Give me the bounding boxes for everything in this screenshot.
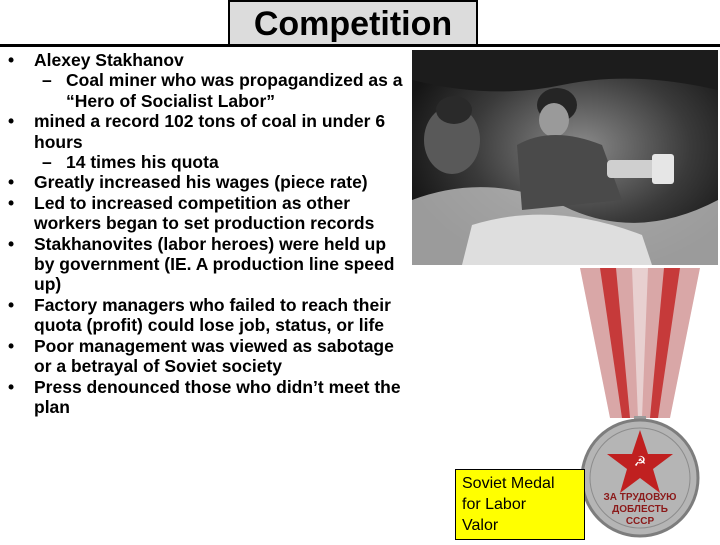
sub-bullet-dash: –: [42, 70, 52, 91]
sub-bullet-text: Coal miner who was propagandized as a “Hero of Socialist Labor”: [66, 70, 403, 111]
bullet-item: [8, 336, 403, 377]
bullet-item: [8, 295, 403, 336]
sub-bullet-text: 14 times his quota: [66, 152, 219, 173]
medal-inscription-line3: СССР: [625, 516, 655, 527]
bullet-text: Stakhanovites (labor heroes) were held up by government (IE. A production line speed up): [34, 233, 395, 295]
bullet-text: Led to increased competition as other workers began to set production records: [34, 192, 375, 234]
bullet-text: mined a record 102 tons of coal in under 6 hours: [34, 111, 386, 152]
sub-bullet-item: [8, 152, 403, 172]
bullet-dot: •: [8, 376, 15, 397]
svg-text:☭: ☭: [633, 454, 647, 470]
bullet-dot: •: [8, 172, 15, 193]
bullet-item: [8, 234, 403, 295]
miner-photo: [412, 50, 718, 265]
medal-inscription-line2: ДОБЛЕСТЬ: [612, 504, 668, 515]
bullet-item: [8, 377, 403, 418]
caption-line: Valor: [462, 517, 499, 534]
bullet-text: Greatly increased his wages (piece rate): [34, 172, 368, 193]
bullet-dot: •: [8, 335, 15, 356]
title-box: [228, 0, 478, 46]
bullet-item: [8, 193, 403, 234]
bullet-dot: •: [8, 111, 15, 132]
bullet-text: Press denounced those who didn’t meet the plan: [34, 376, 401, 417]
sub-bullet-item: [8, 70, 403, 111]
bullet-item: [8, 50, 403, 70]
miner-photo-illustration: [412, 50, 718, 265]
bullet-list: [8, 50, 403, 417]
title-bar: [0, 0, 720, 48]
bullet-dot: •: [8, 233, 15, 254]
sub-bullet-dash: –: [42, 152, 52, 173]
bullet-dot: •: [8, 192, 15, 213]
bullet-text: Alexey Stakhanov: [34, 50, 184, 70]
bullet-text: Poor management was viewed as sabotage or a betrayal of Soviet society: [34, 335, 394, 377]
medal-caption: [455, 469, 585, 540]
bullet-dot: •: [8, 294, 15, 315]
slide-title: Competition: [253, 5, 453, 43]
bullet-item: [8, 111, 403, 152]
medal-inscription-line1: ЗА ТРУДОВУЮ: [603, 492, 677, 503]
caption-line: for Labor: [462, 496, 527, 513]
bullet-item: [8, 172, 403, 192]
caption-line: Soviet Medal: [462, 475, 555, 492]
bullet-text: Factory managers who failed to reach their quota (profit) could lose job, status, or life: [34, 294, 391, 336]
bullet-dot: •: [8, 50, 15, 70]
